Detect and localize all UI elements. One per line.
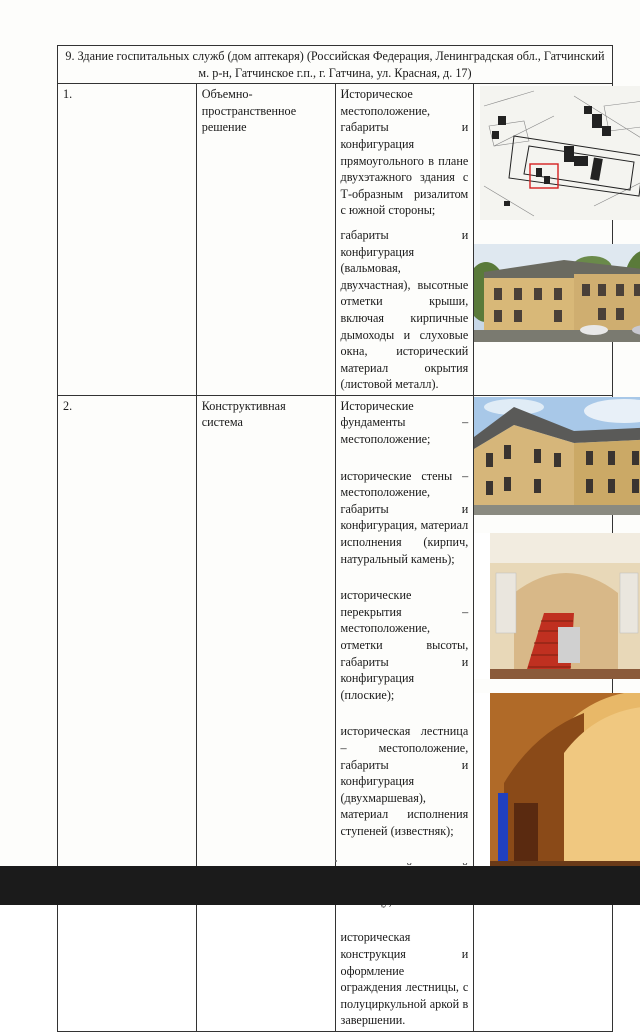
description-paragraph: исторические стены – местоположение, габариты и конфигурация, материал исполнения (кирпич, натуральный камень); (340, 468, 469, 566)
scan-dark-edge (0, 866, 640, 905)
arched-staircase-photo (474, 693, 640, 869)
staircase-hall-photo (474, 533, 640, 679)
description-paragraph: Исторические фундаменты – местоположение; (340, 398, 469, 447)
element-description (335, 84, 474, 396)
row-number: 2. (58, 395, 197, 1031)
description-paragraph: исторические перекрытия – местоположение, отметки высоты, габариты и конфигурация (плоские); (340, 588, 469, 702)
row-number: 1. (58, 84, 197, 396)
element-name: Конструктивная система (196, 395, 335, 1031)
description-paragraph: историческая конструкция и оформление ограждения лестницы, с полуциркульной аркой в завершении. (340, 930, 469, 1028)
building-corner-photo (474, 397, 640, 515)
illustrations-cell (474, 84, 613, 396)
scan-speck (335, 860, 337, 862)
site-plan-map (474, 86, 640, 226)
element-description (335, 395, 474, 1031)
object-title: 9. Здание госпитальных служб (дом аптекаря) (Российская Федерация, Ленинградская обл., Гатчинский м. р-н, Гатчинское г.п., г. Гатчина, ул. Красная, д. 17) (58, 46, 613, 84)
table-row (58, 84, 613, 396)
description-paragraph: историческая лестница – местоположение, габариты и конфигурация (двухмаршевая), материал исполнения ступеней (известняк); (340, 724, 469, 838)
element-name: Объемно-пространственное решение (196, 84, 335, 396)
description-paragraph: габариты и конфигурация (вальмовая, двухчастная), высотные отметки крыши, включая кирпичные дымоходы и слуховые окна, исторический материал окрытия (листовой металл). (340, 227, 469, 392)
header-row (58, 46, 613, 84)
table-row (58, 395, 613, 1031)
building-facade-photo (474, 244, 640, 342)
illustrations-cell (474, 395, 613, 1031)
description-paragraph: Историческое местоположение, габариты и конфигурация прямоугольного в плане двухэтажного здания с Т-образным ризалитом с южной стороны; (340, 87, 469, 218)
